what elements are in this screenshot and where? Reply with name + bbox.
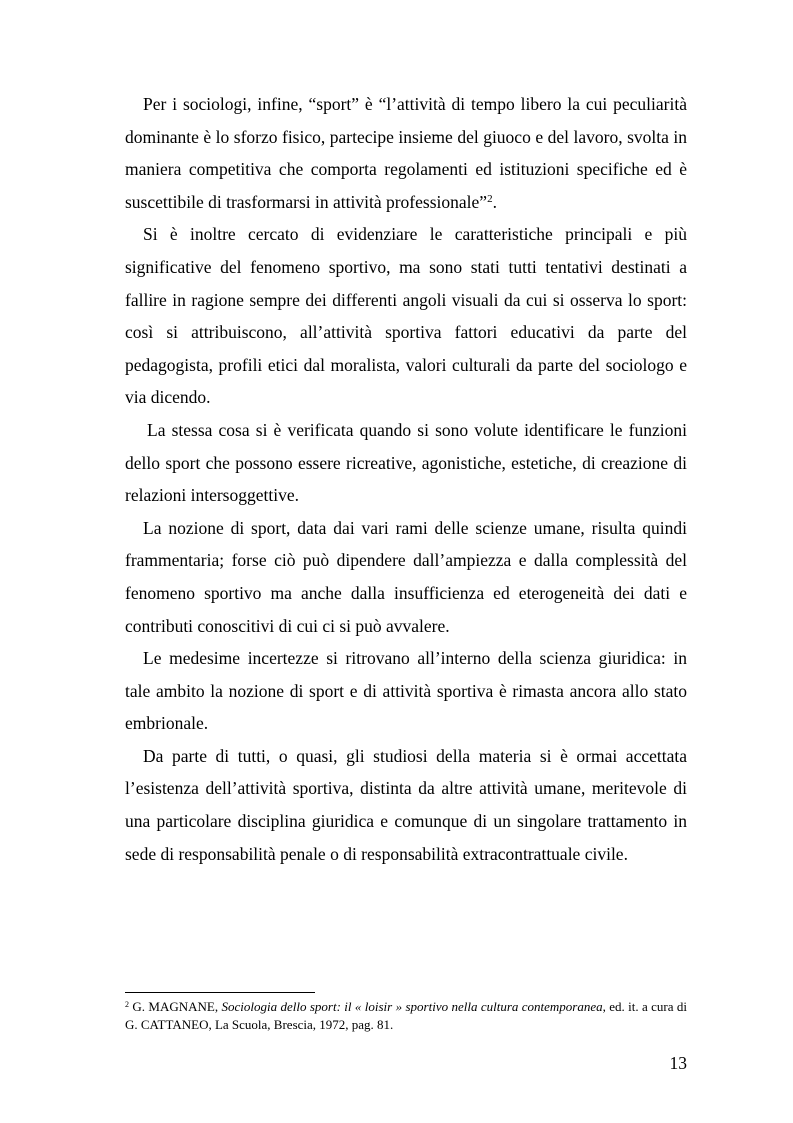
paragraph-3: La stessa cosa si è verificata quando si sono volute identificare le funzioni dello sport che possono essere ricreative, agonistiche, estetiche, di creazione di relazioni intersoggettive. bbox=[125, 419, 687, 506]
footnote-separator bbox=[125, 992, 315, 993]
paragraph-1 bbox=[125, 88, 687, 218]
paragraph-1-end: . bbox=[492, 191, 497, 212]
footnote-number: 2 bbox=[125, 1000, 129, 1009]
footnote bbox=[125, 998, 687, 1034]
paragraph-6: Da parte di tutti, o quasi, gli studiosi della materia si è ormai accettata l’esistenza dell’attività sportiva, distinta da altre attività umane, meritevole di una particolare disciplina giuridica e comunque di un singolare trattamento in sede di responsabilità penale o di responsabilità extracontrattuale civile. bbox=[125, 745, 687, 864]
paragraph-5: Le medesime incertezze si ritrovano all’interno della scienza giuridica: in tale ambito la nozione di sport e di attività sportiva è rimasta ancora allo stato embrionale. bbox=[125, 648, 687, 734]
paragraph-4: La nozione di sport, data dai vari rami delle scienze umane, risulta quindi frammentaria; forse ciò può dipendere dall’ampiezza e dalla complessità del fenomeno sportivo ma anche dalla insufficienza ed eterogeneità dei dati e contributi conoscitivi di cui ci si può avvalere. bbox=[125, 517, 687, 636]
footnote-author: G. MAGNANE, bbox=[132, 999, 219, 1014]
footnote-reference[interactable]: 2 bbox=[487, 192, 493, 205]
footnote-details: , ed. it. a cura di G. CATTANEO, La Scuola, Brescia, 1972, pag. 81. bbox=[125, 999, 688, 1032]
paragraph-1-text: Per i sociologi, infine, “sport” è “l’attività di tempo libero la cui peculiarità dominante è lo sforzo fisico, partecipe insieme del giuoco e del lavoro, svolta in maniera competitiva che comporta regolamenti ed istituzioni specifiche ed è suscettibile di trasformarsi in attività professionale” bbox=[125, 94, 687, 212]
paragraph-2: Si è inoltre cercato di evidenziare le caratteristiche principali e più significative del fenomeno sportivo, ma sono stati tutti tentativi destinati a fallire in ragione sempre dei differenti angoli visuali da cui si osserva lo sport: così si attribuiscono, all’attività sportiva fattori educativi da parte del pedagogista, profili etici dal moralista, valori culturali da parte del sociologo e via dicendo. bbox=[125, 224, 687, 408]
body-text bbox=[125, 88, 687, 870]
page-number: 13 bbox=[669, 1053, 687, 1073]
footnote-title: Sociologia dello sport: il « loisir » sportivo nella cultura contemporanea bbox=[221, 999, 603, 1014]
